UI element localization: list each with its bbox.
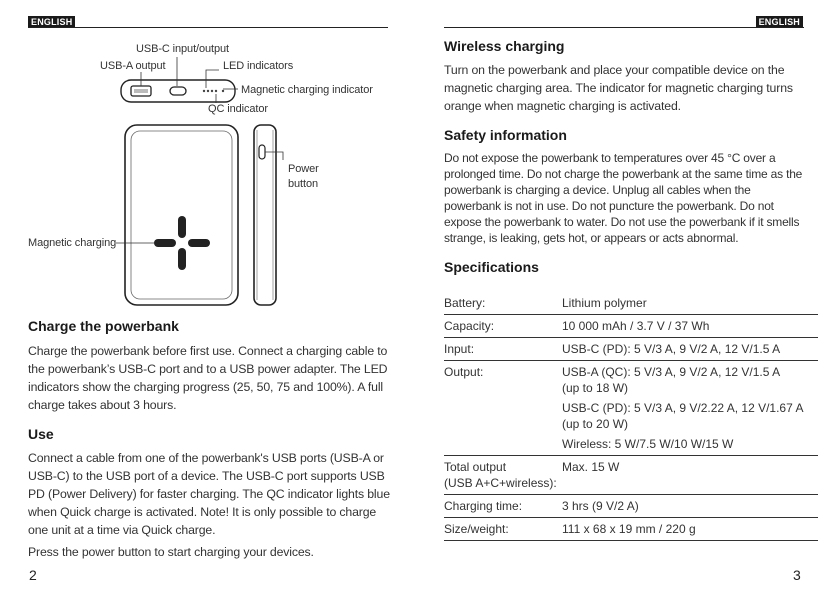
spec-row-battery [444,292,818,315]
usbc-port-label: USB-C input/output [136,43,229,55]
spec-key: Output: [444,365,484,379]
spec-key: Size/weight: [444,522,509,536]
page-number-left: 2 [29,567,37,583]
use-paragraph: Connect a cable from one of the powerbank's USB ports (USB-A or USB-C) to the USB port of a device. The USB-C port supports USB PD (Power Delivery) for faster charging. The QC indicator lights blue when Quick charge is activated. Note! It is only possible to charge one unit at a time via Quick charge. [28,451,390,537]
powerbank-top-view [121,80,235,102]
spec-value: 3 hrs (9 V/2 A) [562,499,639,513]
spec-row-total-output [444,456,818,495]
output-usba-max: (up to 18 W) [562,381,629,395]
spec-key [444,456,562,495]
page-number-right: 3 [793,567,801,583]
specifications-heading: Specifications [444,259,539,275]
spec-value: 111 x 68 x 19 mm / 220 g [562,522,696,536]
power-button-label: Power button [288,163,319,190]
total-output-key: Total output [444,460,507,474]
spec-value [562,361,818,456]
spec-key: Capacity: [444,319,495,333]
spec-value: Lithium polymer [562,296,647,310]
wireless-paragraph: Turn on the powerbank and place your compatible device on the magnetic charging area. The indicator for magnetic charging turns orange when magnetic charging is activated. [444,63,793,113]
spec-row-output [444,361,818,456]
powerbank-front-view [125,125,238,305]
spec-key: Battery: [444,296,486,310]
qc-indicator-label: QC indicator [208,103,268,115]
total-output-key-sub: (USB A+C+wireless): [444,476,557,490]
output-usbc: USB-C (PD): 5 V/3 A, 9 V/2.22 A, 12 V/1.67 A [562,401,804,415]
spec-value: USB-C (PD): 5 V/3 A, 9 V/2 A, 12 V/1.5 A [562,342,781,356]
wireless-heading: Wireless charging [444,38,565,54]
spec-value: Max. 15 W [562,460,620,474]
use-heading: Use [28,426,54,442]
language-tag-right: ENGLISH [756,16,803,28]
spec-row-input [444,338,818,361]
spec-row-capacity [444,315,818,338]
spec-row-charging-time [444,495,818,518]
output-usbc-max: (up to 20 W) [562,417,629,431]
charge-paragraph: Charge the powerbank before first use. Connect a charging cable to the powerbank’s USB-C port and to a USB power adapter. The LED indicators show the charging progress (25, 50, 75 and 100%). A full charge takes about 3 hours. [28,344,388,412]
led-indicators-label: LED indicators [223,60,294,72]
output-wireless: Wireless: 5 W/7.5 W/10 W/15 W [562,437,734,451]
charge-heading: Charge the powerbank [28,318,179,334]
spec-value: 10 000 mAh / 3.7 V / 37 Wh [562,319,710,333]
safety-paragraph: Do not expose the powerbank to temperatures over 45 °C over a prolonged time. Do not charge the powerbank at the same time as the powerbank is charging a device. Unplug all cables when the powerbank is not in use. Do not puncture the powerbank. Do not expose the powerbank to water. Do not use the powerbank if it smells strange, is leaking, gets hot, or appears or acts abnormal. [444,151,803,245]
spec-key: Input: [444,342,475,356]
usba-port-label: USB-A output [100,60,166,72]
language-tag-left: ENGLISH [28,16,75,28]
magnetic-charging-label: Magnetic charging [28,237,117,249]
spec-key: Charging time: [444,499,523,513]
specifications-table [444,292,818,541]
safety-heading: Safety information [444,127,567,143]
spec-row-size-weight [444,518,818,541]
use-paragraph-2: Press the power button to start charging your devices. [28,545,314,559]
output-usba: USB-A (QC): 5 V/3 A, 9 V/2 A, 12 V/1.5 A [562,365,781,379]
header-rule-right [444,27,804,28]
magnetic-indicator-label: Magnetic charging indicator [241,84,373,96]
